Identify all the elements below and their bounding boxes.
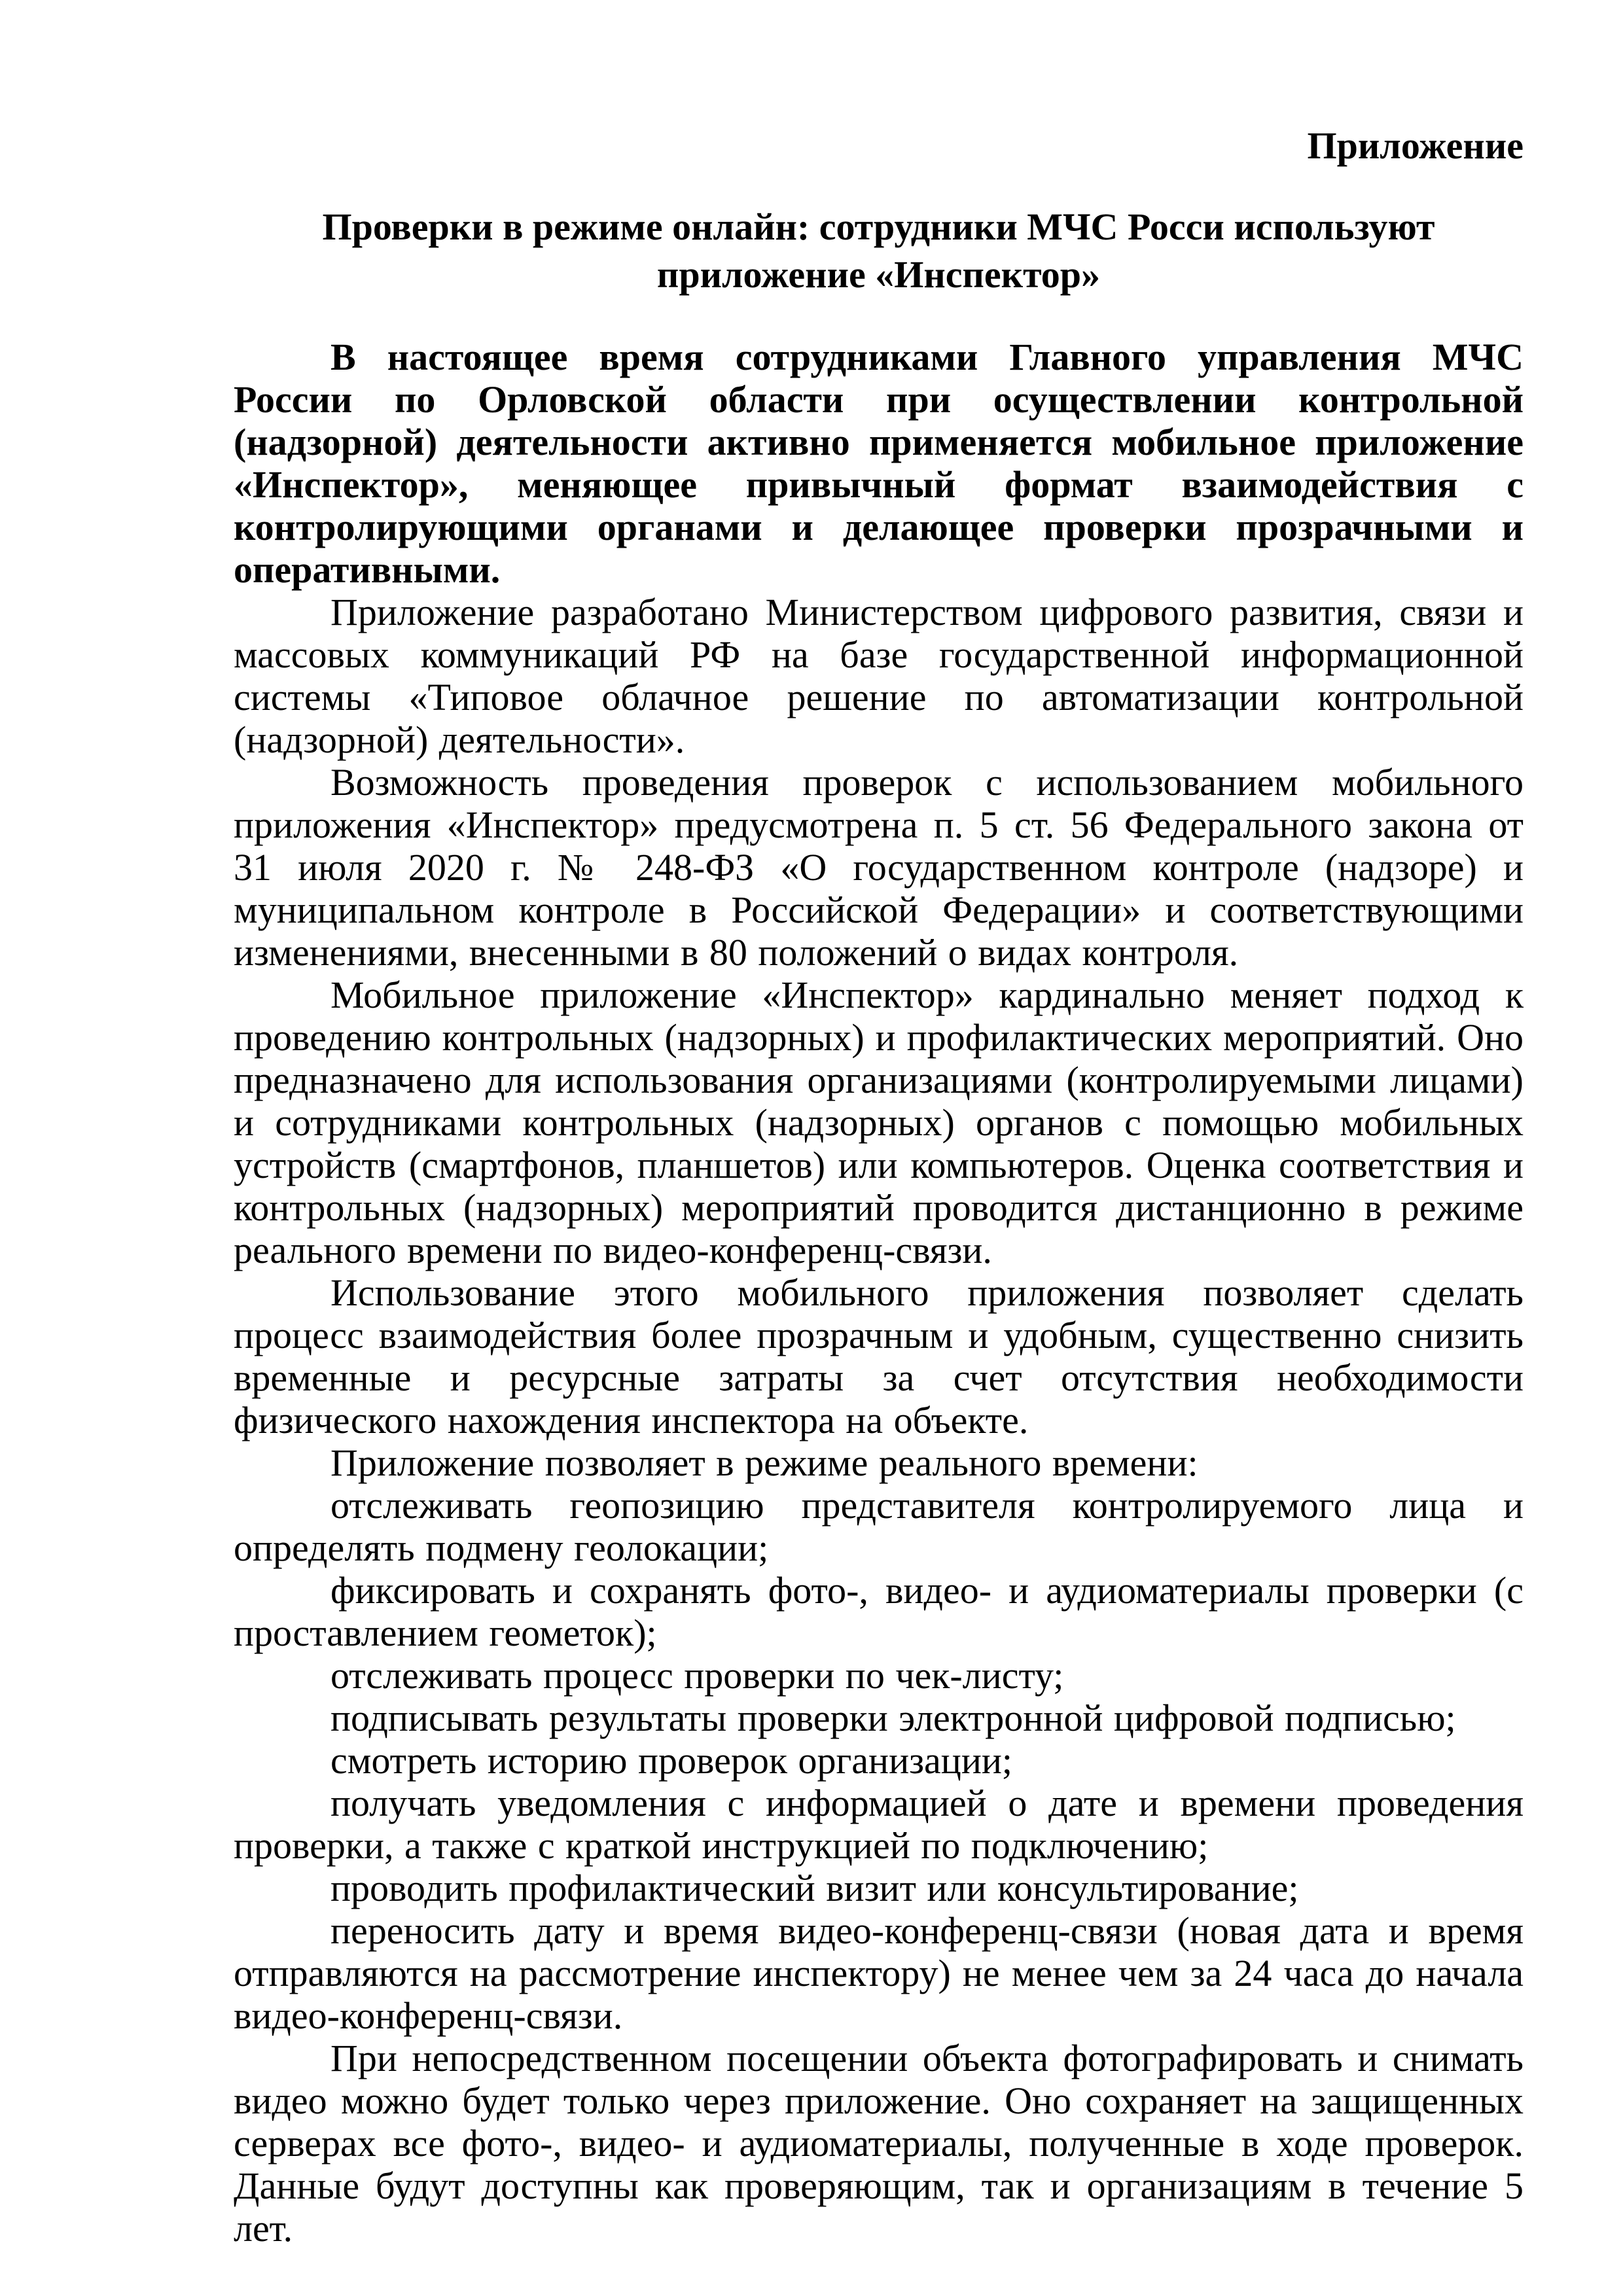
paragraph-onsite-and-storage: При непосредственном посещении объекта фотографировать и снимать видео можно будет только через приложение. Оно сохраняет на защищенных серверах все фото-, видео- и аудиоматериалы, полученные в ходе проверок. Данные будут доступны как проверяющим, так и организациям в течение 5 лет. xyxy=(234,2037,1524,2250)
paragraph-app-purpose: Мобильное приложение «Инспектор» кардинально меняет подход к проведению контрольных (надзорных) и профилактических мероприятий. Оно предназначено для использования организациями (контролируемыми лицами) и сотрудниками контрольных (надзорных) органов с помощью мобильных устройств (смартфонов, планшетов) или компьютеров. Оценка соответствия и контрольных (надзорных) мероприятий проводится дистанционно в режиме реального времени по видео-конференц-связи. xyxy=(234,974,1524,1271)
feature-geo-tracking: отслеживать геопозицию представителя контролируемого лица и определять подмену геолокации; xyxy=(234,1484,1524,1569)
feature-notifications: получать уведомления с информацией о дате и времени проведения проверки, а также с краткой инструкцией по подключению; xyxy=(234,1782,1524,1867)
document-title-line-2: приложение «Инспектор» xyxy=(656,253,1101,296)
document-content xyxy=(234,124,1524,2250)
paragraph-developed-by: Приложение разработано Министерством цифрового развития, связи и массовых коммуникаций РФ на базе государственной информационной системы «Типовое облачное решение по автоматизации контрольной (надзорной) деятельности». xyxy=(234,591,1524,761)
feature-reschedule-vcs: переносить дату и время видео-конференц-связи (новая дата и время отправляются на рассмотрение инспектору) не менее чем за 24 часа до начала видео-конференц-связи. xyxy=(234,1909,1524,2037)
feature-digital-signature: подписывать результаты проверки электронной цифровой подписью; xyxy=(330,1697,1456,1739)
paragraph-intro: В настоящее время сотрудниками Главного управления МЧС России по Орловской области при осуществлении контрольной (надзорной) деятельности активно применяется мобильное приложение «Инспектор», меняющее привычный формат взаимодействия с контролирующими органами и делающее проверки прозрачными и оперативными. xyxy=(234,336,1524,591)
feature-preventive-visit: проводить профилактический визит или консультирование; xyxy=(330,1867,1299,1909)
feature-media-capture: фиксировать и сохранять фото-, видео- и аудиоматериалы проверки (с проставлением геометок); xyxy=(234,1569,1524,1654)
annex-label: Приложение xyxy=(1307,124,1524,167)
document-title xyxy=(234,203,1524,298)
document-title-line-1: Проверки в режиме онлайн: сотрудники МЧС Росси используют xyxy=(322,205,1435,248)
paragraph-features-heading: Приложение позволяет в режиме реального времени: xyxy=(330,1441,1198,1484)
feature-checklist: отслеживать процесс проверки по чек-листу; xyxy=(330,1654,1064,1697)
paragraph-legal-basis: Возможность проведения проверок с использованием мобильного приложения «Инспектор» предусмотрена п. 5 ст. 56 Федерального закона от 31 июля 2020 г. № 248-ФЗ «О государственном контроле (надзоре) и муниципальном контроле в Российской Федерации» и соответствующими изменениями, внесенными в 80 положений о видах контроля. xyxy=(234,761,1524,974)
paragraph-benefits: Использование этого мобильного приложения позволяет сделать процесс взаимодействия более прозрачным и удобным, существенно снизить временные и ресурсные затраты за счет отсутствия необходимости физического нахождения инспектора на объекте. xyxy=(234,1271,1524,1441)
feature-inspection-history: смотреть историю проверок организации; xyxy=(330,1739,1013,1782)
